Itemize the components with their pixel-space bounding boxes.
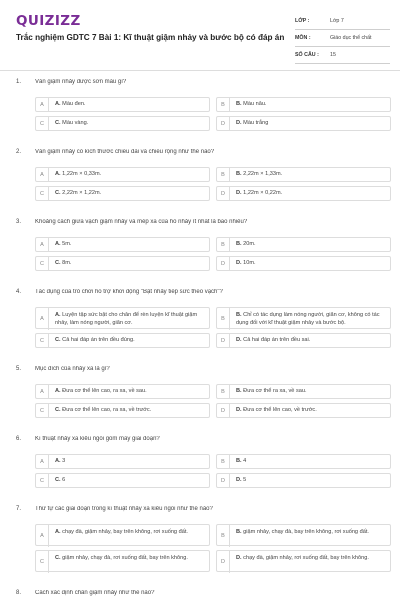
option-body: Luyện tập sức bật cho chân để rèn luyện kĩ thuật giậm nhảy, làm nóng người, giãn cơ. — [55, 312, 198, 326]
option-body: Chỉ có tác dụng làm nóng người, giãn cơ, không có tác dụng đối với kĩ thuật giậm nhảy và bước bộ. — [236, 312, 380, 326]
meta-value: Giáo dục thể chất — [330, 35, 372, 41]
option-letter: C — [36, 551, 49, 573]
question-text: Ván giậm nhảy có kích thước chiều dài và chiều rộng như thế nào? — [35, 149, 215, 155]
option-letter: D — [217, 187, 230, 200]
answer-option — [35, 550, 210, 572]
question-block — [0, 428, 400, 498]
option-text — [49, 551, 192, 563]
option-key: C. — [55, 119, 61, 126]
option-key: A. — [55, 240, 61, 247]
answer-option — [35, 473, 210, 488]
option-body: 5m. — [62, 240, 72, 247]
question-block — [0, 582, 400, 600]
question-text: Cách xác định chân giậm nhảy như thế nào? — [35, 590, 155, 596]
option-letter: B — [217, 385, 230, 398]
option-key: B. — [236, 240, 242, 247]
option-key: B. — [236, 312, 242, 318]
option-letter: A — [36, 525, 49, 547]
option-key: C. — [55, 336, 61, 343]
option-body: 2,22m × 1,33m. — [243, 170, 283, 177]
meta-label: SỐ CÂU : — [295, 52, 319, 58]
option-text — [230, 458, 246, 466]
question-number: 1. — [16, 79, 22, 85]
option-text — [49, 337, 135, 345]
option-text — [49, 308, 209, 327]
option-text — [49, 407, 151, 415]
option-key: A. — [55, 312, 61, 318]
option-text — [230, 101, 266, 109]
option-letter: B — [217, 98, 230, 111]
option-text — [230, 337, 310, 345]
option-text — [230, 120, 268, 128]
option-body: 6 — [62, 476, 66, 483]
answer-option — [216, 524, 391, 546]
option-text — [230, 241, 256, 249]
question-block — [0, 498, 400, 582]
answer-option — [35, 237, 210, 252]
option-text — [49, 525, 192, 537]
option-letter: B — [217, 308, 230, 330]
answer-option — [35, 97, 210, 112]
option-key: D. — [236, 119, 242, 126]
option-letter: D — [217, 474, 230, 487]
answer-option — [216, 237, 391, 252]
option-text — [230, 190, 282, 198]
option-body: 20m. — [243, 240, 256, 247]
option-letter: D — [217, 334, 230, 347]
answer-option — [216, 333, 391, 348]
answer-option — [35, 256, 210, 271]
question-header — [0, 358, 400, 384]
option-text — [230, 551, 373, 563]
question-header — [0, 211, 400, 237]
question-header — [0, 428, 400, 454]
option-letter: A — [36, 308, 49, 330]
answer-option — [216, 550, 391, 572]
option-body: 1,22m × 0,22m. — [243, 189, 283, 196]
answer-option — [216, 256, 391, 271]
option-key: D. — [236, 476, 242, 483]
option-body: chạy đà, giậm nhảy, rơi xuống đất, bay trên không. — [243, 555, 369, 561]
option-key: B. — [236, 529, 242, 535]
option-text — [49, 260, 71, 268]
answer-option — [35, 186, 210, 201]
option-letter: B — [217, 168, 230, 181]
option-body: Đưa cơ thể ra xa, về sau. — [243, 387, 307, 394]
option-body: chạy đà, giậm nhảy, bay trên không, rơi xuống đất. — [62, 529, 188, 535]
option-letter: C — [36, 257, 49, 270]
option-body: Cả hai đáp án trên đều sai. — [243, 336, 311, 343]
option-text — [230, 260, 256, 268]
worksheet-header — [0, 0, 400, 68]
option-key: A. — [55, 529, 61, 535]
question-number: 3. — [16, 219, 22, 225]
answer-option — [216, 403, 391, 418]
option-letter: A — [36, 168, 49, 181]
option-body: 5 — [243, 476, 247, 483]
option-text — [49, 120, 88, 128]
meta-row-class — [295, 13, 390, 30]
option-body: Màu đen. — [62, 100, 86, 107]
question-list — [0, 71, 400, 600]
option-key: C. — [55, 555, 61, 561]
option-body: Màu vàng. — [62, 119, 89, 126]
option-key: B. — [236, 457, 242, 464]
option-text — [230, 171, 282, 179]
option-text — [49, 477, 65, 485]
option-key: C. — [55, 476, 61, 483]
option-letter: A — [36, 455, 49, 468]
option-key: D. — [236, 189, 242, 196]
meta-label: LỚP : — [295, 18, 310, 24]
answer-option — [35, 454, 210, 469]
option-key: A. — [55, 457, 61, 464]
answer-option — [216, 384, 391, 399]
question-text: Kĩ thuật nhảy xa kiểu ngồi gồm mấy giai đoạn? — [35, 436, 160, 442]
answer-option — [35, 116, 210, 131]
question-text: Ván giậm nhảy được sơn màu gì? — [35, 79, 127, 85]
option-body: 3 — [62, 457, 66, 464]
question-text: Mục đích của nhảy xa là gì? — [35, 366, 110, 372]
option-body: 4 — [243, 457, 247, 464]
option-text — [230, 477, 246, 485]
option-letter: B — [217, 525, 230, 547]
option-body: giậm nhảy, chạy đà, rơi xuống đất, bay trên không. — [62, 555, 188, 561]
option-body: 8m. — [62, 259, 72, 266]
option-letter: B — [217, 455, 230, 468]
option-body: Màu trắng — [243, 119, 269, 126]
option-letter: D — [217, 404, 230, 417]
answer-option — [35, 524, 210, 546]
option-letter: B — [217, 238, 230, 251]
option-letter: C — [36, 474, 49, 487]
answer-option — [216, 473, 391, 488]
option-text — [49, 458, 65, 466]
option-key: D. — [236, 336, 242, 343]
answer-option — [216, 307, 391, 329]
option-letter: D — [217, 257, 230, 270]
option-letter: A — [36, 98, 49, 111]
question-number: 5. — [16, 366, 22, 372]
option-key: B. — [236, 170, 242, 177]
option-body: 10m. — [243, 259, 256, 266]
option-letter: D — [217, 551, 230, 573]
option-text — [230, 407, 317, 415]
option-key: B. — [236, 100, 242, 107]
quizizz-logo: QUIZIZZ — [16, 13, 81, 29]
question-number: 4. — [16, 289, 22, 295]
option-body: 1,22m × 0,33m. — [62, 170, 102, 177]
question-header — [0, 498, 400, 524]
option-body: 2,22m × 1,22m. — [62, 189, 102, 196]
option-letter: D — [217, 117, 230, 130]
meta-value: 15 — [330, 52, 336, 58]
answer-option — [216, 116, 391, 131]
option-key: B. — [236, 387, 242, 394]
option-key: C. — [55, 406, 61, 413]
answer-option — [216, 454, 391, 469]
option-key: D. — [236, 555, 242, 561]
option-key: C. — [55, 189, 61, 196]
option-key: D. — [236, 406, 242, 413]
answer-option — [35, 403, 210, 418]
option-text — [230, 388, 307, 396]
option-body: Đưa cơ thể lên cao, về trước. — [243, 406, 317, 413]
option-text — [49, 171, 101, 179]
question-header — [0, 582, 400, 600]
option-letter: C — [36, 404, 49, 417]
meta-value: Lớp 7 — [330, 18, 344, 24]
option-key: A. — [55, 100, 61, 107]
answer-option — [35, 167, 210, 182]
question-number: 7. — [16, 506, 22, 512]
option-body: Đưa cơ thể lên cao, ra xa, về sau. — [62, 387, 147, 394]
answer-option — [35, 384, 210, 399]
question-number: 6. — [16, 436, 22, 442]
worksheet-title: Trắc nghiệm GDTC 7 Bài 1: Kĩ thuật giậm nhảy và bước bộ có đáp án — [16, 33, 285, 42]
option-text — [230, 525, 373, 537]
option-text — [49, 190, 101, 198]
meta-row-subject — [295, 30, 390, 47]
option-letter: C — [36, 334, 49, 347]
question-text: Khoảng cách giữa vạch giậm nhảy và mép xa của hố nhảy ít nhất là bao nhiêu? — [35, 219, 248, 225]
question-block — [0, 211, 400, 281]
answer-option — [35, 333, 210, 348]
question-number: 2. — [16, 149, 22, 155]
meta-label: MÔN : — [295, 35, 311, 41]
question-block — [0, 281, 400, 358]
option-body: Cả hai đáp án trên đều đúng. — [62, 336, 135, 343]
option-letter: C — [36, 187, 49, 200]
option-text — [49, 388, 147, 396]
question-block — [0, 71, 400, 141]
answer-option — [216, 186, 391, 201]
answer-option — [216, 167, 391, 182]
question-header — [0, 141, 400, 167]
option-key: A. — [55, 170, 61, 177]
question-header — [0, 281, 400, 307]
option-text — [49, 101, 85, 109]
option-body: giậm nhảy, chạy đà, bay trên không, rơi xuống đất. — [243, 529, 369, 535]
option-text — [49, 241, 71, 249]
option-letter: A — [36, 238, 49, 251]
option-key: A. — [55, 387, 61, 394]
question-text: Tác dụng của trò chơi hỗ trợ khởi động "Bật nhảy tiếp sức theo vạch"? — [35, 289, 223, 295]
meta-row-count — [295, 47, 390, 64]
question-block — [0, 141, 400, 211]
question-block — [0, 358, 400, 428]
question-number: 8. — [16, 590, 22, 596]
question-header — [0, 71, 400, 97]
answer-option — [35, 307, 210, 329]
option-text — [230, 308, 390, 327]
option-key: D. — [236, 259, 242, 266]
question-text: Thứ tự các giai đoạn trong kĩ thuật nhảy xa kiểu ngồi như thế nào? — [35, 506, 213, 512]
option-body: Màu nâu. — [243, 100, 267, 107]
option-letter: A — [36, 385, 49, 398]
answer-option — [216, 97, 391, 112]
option-key: C. — [55, 259, 61, 266]
worksheet-meta — [295, 13, 390, 64]
option-letter: C — [36, 117, 49, 130]
option-body: Đưa cơ thể lên cao, ra xa, về trước. — [62, 406, 152, 413]
